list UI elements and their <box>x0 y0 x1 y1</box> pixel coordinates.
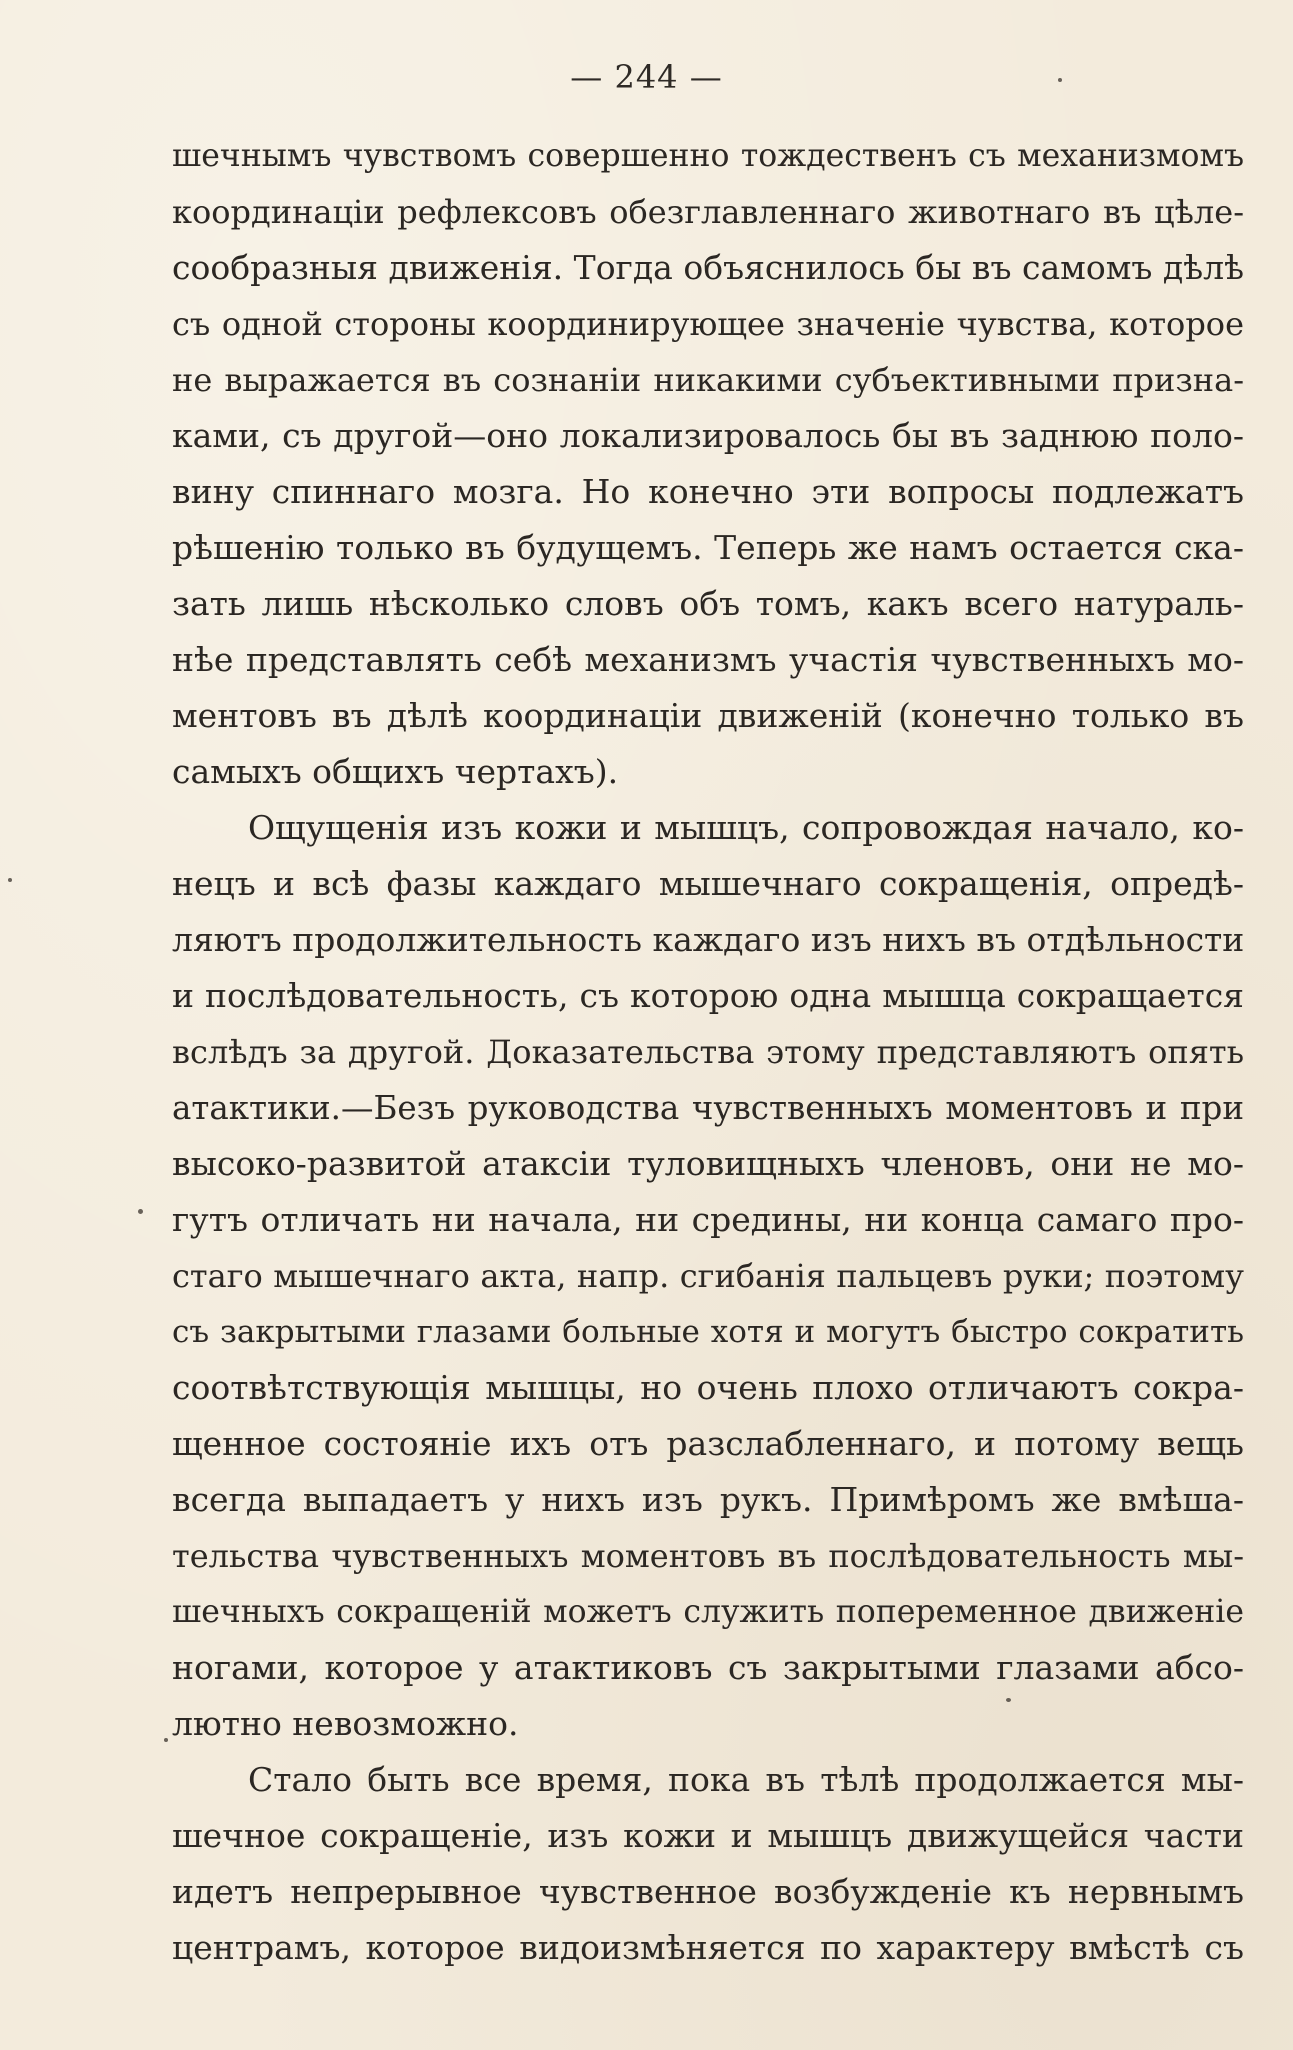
ink-speck <box>8 878 12 882</box>
ink-speck <box>1006 1698 1011 1702</box>
text-line: нѣе представлять себѣ механизмъ участія чувственныхъ мо- <box>172 640 1244 679</box>
text-line: Стало быть все время, пока въ тѣлѣ продолжается мы- <box>248 1760 1244 1799</box>
text-line: зать лишь нѣсколько словъ объ томъ, какъ всего натураль- <box>172 584 1244 623</box>
text-line: шечное сокращеніе, изъ кожи и мышцъ движущейся части <box>172 1816 1244 1855</box>
text-line: высоко-развитой атаксіи туловищныхъ членовъ, они не мо- <box>172 1144 1244 1183</box>
body-text <box>172 128 1244 1976</box>
text-line: соотвѣтствующія мышцы, но очень плохо отличаютъ сокра- <box>172 1368 1244 1407</box>
text-line: не выражается въ сознаніи никакими субъективными призна- <box>172 361 1244 399</box>
text-line: стаго мышечнаго акта, напр. сгибанія пальцевъ руки; поэтому <box>172 1257 1244 1295</box>
text-line: вслѣдъ за другой. Доказательства этому представляютъ опять <box>172 1033 1244 1071</box>
paragraph-1 <box>172 128 1244 800</box>
text-line: гутъ отличать ни начала, ни средины, ни конца самаго про- <box>172 1200 1244 1239</box>
text-line: щенное состояніе ихъ отъ разслабленнаго, и потому вещь <box>172 1424 1244 1463</box>
text-line: ляютъ продолжительность каждаго изъ нихъ въ отдѣльности <box>172 920 1245 959</box>
text-line: ментовъ въ дѣлѣ координаціи движеній (конечно только въ <box>172 696 1244 735</box>
text-line: тельства чувственныхъ моментовъ въ послѣдовательность мы- <box>172 1537 1244 1575</box>
text-line: атактики.—Безъ руководства чувственныхъ моментовъ и при <box>172 1089 1244 1127</box>
text-line: сообразныя движенія. Тогда объяснилось бы въ самомъ дѣлѣ <box>172 248 1244 287</box>
text-line: шечнымъ чувствомъ совершенно тождественъ съ механизмомъ <box>172 138 1244 174</box>
text-line: съ одной стороны координирующее значеніе чувства, которое <box>172 305 1244 343</box>
text-line: съ закрытыми глазами больные хотя и могутъ быстро сократить <box>172 1314 1244 1350</box>
paragraph-3 <box>172 1752 1244 1976</box>
text-line: идетъ непрерывное чувственное возбужденіе къ нервнымъ <box>172 1872 1244 1911</box>
ink-speck <box>138 1209 143 1214</box>
ink-speck <box>1058 78 1062 82</box>
text-line: нецъ и всѣ фазы каждаго мышечнаго сокращенія, опредѣ- <box>172 864 1244 903</box>
text-line: вину спиннаго мозга. Но конечно эти вопросы подлежатъ <box>172 472 1244 511</box>
ink-speck <box>164 1738 168 1742</box>
text-line: всегда выпадаетъ у нихъ изъ рукъ. Примѣромъ же вмѣша- <box>172 1480 1244 1519</box>
text-line: координаціи рефлексовъ обезглавленнаго животнаго въ цѣле- <box>172 193 1244 231</box>
text-line: ками, съ другой—оно локализировалось бы въ заднюю поло- <box>172 416 1244 455</box>
text-line: ногами, которое у атактиковъ съ закрытыми глазами абсо- <box>172 1648 1244 1687</box>
text-line: самыхъ общихъ чертахъ). <box>172 752 619 791</box>
paragraph-2 <box>172 800 1244 1752</box>
text-line: рѣшенію только въ будущемъ. Теперь же намъ остается ска- <box>172 528 1244 567</box>
text-line: Ощущенія изъ кожи и мышцъ, сопровождая начало, ко- <box>248 808 1244 847</box>
text-line: центрамъ, которое видоизмѣняется по характеру вмѣстѣ съ <box>172 1928 1244 1967</box>
text-line: лютно невозможно. <box>172 1704 519 1743</box>
text-line: и послѣдовательность, съ которою одна мышца сокращается <box>172 976 1244 1015</box>
text-line: шечныхъ сокращеній можетъ служить попеременное движеніе <box>172 1594 1244 1630</box>
page-number: — 244 — <box>570 58 723 96</box>
